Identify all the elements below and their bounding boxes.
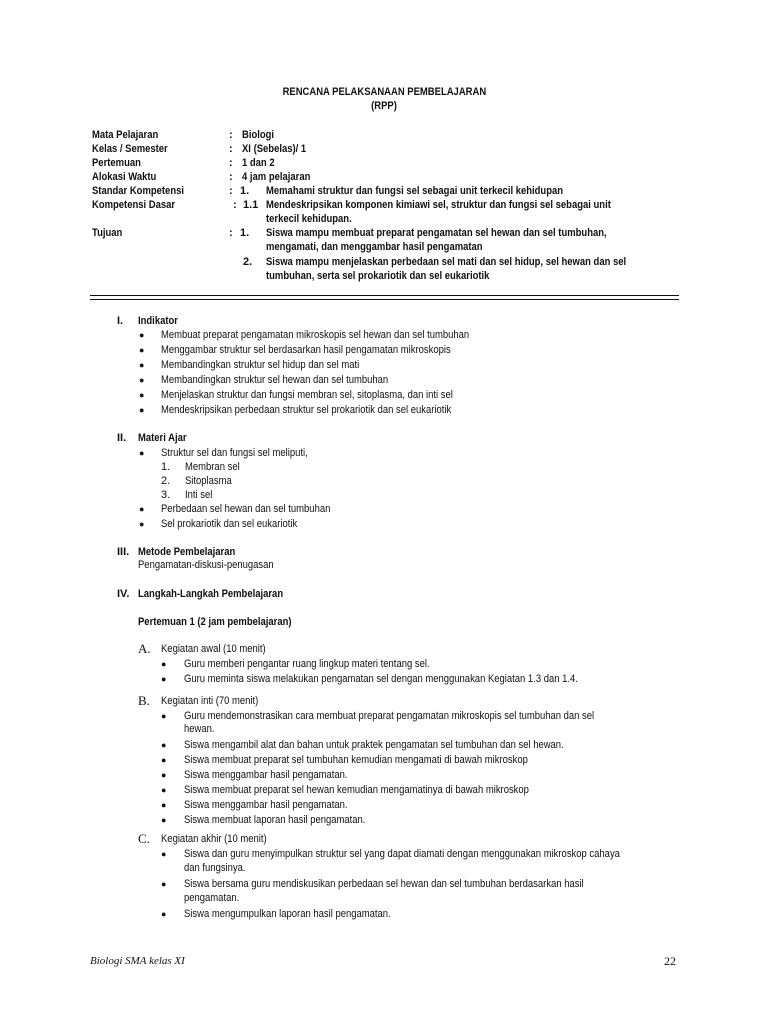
info-value-cont: mengamati, dan menggambar hasil pengamatan bbox=[266, 241, 483, 253]
list-item: Menggambar struktur sel berdasarkan hasil pengamatan mikroskopis bbox=[161, 344, 451, 356]
bullet-icon: ● bbox=[139, 375, 145, 385]
info-label: Alokasi Waktu bbox=[92, 171, 157, 183]
bullet-icon: ● bbox=[139, 405, 145, 415]
step-letter: B. bbox=[138, 693, 150, 708]
bullet-icon: ● bbox=[161, 674, 167, 684]
sub-item: Membran sel bbox=[185, 461, 240, 473]
section-title: Indikator bbox=[138, 315, 178, 327]
info-num: 2. bbox=[243, 256, 253, 268]
bullet-icon: ● bbox=[161, 711, 167, 721]
bullet-icon: ● bbox=[139, 390, 145, 400]
list-item: Membuat preparat pengamatan mikroskopis sel hewan dan sel tumbuhan bbox=[161, 329, 470, 341]
info-sep: : bbox=[229, 227, 233, 239]
page-number: 22 bbox=[664, 954, 676, 968]
meeting-heading: Pertemuan 1 (2 jam pembelajaran) bbox=[138, 616, 292, 628]
list-item-cont: dan fungsinya. bbox=[184, 862, 246, 874]
list-item-cont: pengamatan. bbox=[184, 892, 240, 904]
info-label: Mata Pelajaran bbox=[92, 129, 159, 141]
bullet-icon: ● bbox=[161, 815, 167, 825]
info-value: 4 jam pelajaran bbox=[242, 171, 311, 183]
info-sep: : bbox=[229, 143, 233, 155]
list-item: Guru meminta siswa melakukan pengamatan sel dengan menggunakan Kegiatan 1.3 dan 1.4. bbox=[184, 673, 578, 685]
bullet-icon: ● bbox=[161, 740, 167, 750]
info-sep: : bbox=[229, 185, 233, 197]
list-item: Sel prokariotik dan sel eukariotik bbox=[161, 518, 298, 530]
section-number: IV. bbox=[117, 588, 130, 600]
info-value: Siswa mampu menjelaskan perbedaan sel mati dan sel hidup, sel hewan dan sel bbox=[266, 256, 627, 268]
document-title: RENCANA PELAKSANAAN PEMBELAJARAN bbox=[282, 86, 486, 98]
info-value: 1 dan 2 bbox=[242, 157, 275, 169]
bullet-icon: ● bbox=[161, 909, 167, 919]
list-item: Guru memberi pengantar ruang lingkup materi tentang sel. bbox=[184, 658, 430, 670]
info-value: Siswa mampu membuat preparat pengamatan sel hewan dan sel tumbuhan, bbox=[266, 227, 607, 239]
sub-number: 2. bbox=[161, 475, 171, 487]
sub-item: Inti sel bbox=[185, 489, 213, 501]
info-label: Standar Kompetensi bbox=[92, 185, 184, 197]
list-item: Siswa menggambar hasil pengamatan. bbox=[184, 769, 348, 781]
section-text: Pengamatan-diskusi-penugasan bbox=[138, 559, 274, 571]
list-item: Siswa membuat preparat sel tumbuhan kemudian mengamati di bawah mikroskop bbox=[184, 754, 528, 766]
list-item: Menjelaskan struktur dan fungsi membran sel, sitoplasma, dan inti sel bbox=[161, 389, 453, 401]
list-item: Siswa bersama guru mendiskusikan perbedaan sel hewan dan sel tumbuhan berdasarkan hasil bbox=[184, 878, 584, 890]
info-label: Kompetensi Dasar bbox=[92, 199, 176, 211]
divider-line bbox=[90, 295, 679, 296]
info-num: 1.1 bbox=[243, 199, 259, 211]
list-item: Membandingkan struktur sel hidup dan sel mati bbox=[161, 359, 360, 371]
list-item: Siswa membuat laporan hasil pengamatan. bbox=[184, 814, 366, 826]
list-item: Membandingkan struktur sel hewan dan sel tumbuhan bbox=[161, 374, 389, 386]
bullet-icon: ● bbox=[161, 800, 167, 810]
info-num: 1. bbox=[240, 185, 250, 197]
list-item: Siswa dan guru menyimpulkan struktur sel yang dapat diamati dengan menggunakan mikroskop cahaya bbox=[184, 848, 620, 860]
bullet-icon: ● bbox=[161, 879, 167, 889]
list-item: Perbedaan sel hewan dan sel tumbuhan bbox=[161, 503, 331, 515]
info-sep: : bbox=[229, 129, 233, 141]
info-value: Mendeskripsikan komponen kimiawi sel, struktur dan fungsi sel sebagai unit bbox=[266, 199, 611, 211]
sub-item: Sitoplasma bbox=[185, 475, 232, 487]
info-value-cont: tumbuhan, serta sel prokariotik dan sel eukariotik bbox=[266, 270, 490, 282]
list-item: Mendeskripsikan perbedaan struktur sel prokariotik dan sel eukariotik bbox=[161, 404, 452, 416]
bullet-icon: ● bbox=[139, 448, 145, 458]
list-item: Siswa menggambar hasil pengamatan. bbox=[184, 799, 348, 811]
list-item: Siswa mengambil alat dan bahan untuk praktek pengamatan sel tumbuhan dan sel hewan. bbox=[184, 739, 564, 751]
bullet-icon: ● bbox=[161, 755, 167, 765]
list-item: Guru mendemonstrasikan cara membuat preparat pengamatan mikroskopis sel tumbuhan dan sel bbox=[184, 710, 595, 722]
section-title: Metode Pembelajaran bbox=[138, 546, 236, 558]
bullet-icon: ● bbox=[139, 330, 145, 340]
bullet-icon: ● bbox=[161, 659, 167, 669]
info-value: XI (Sebelas)/ 1 bbox=[242, 143, 307, 155]
document-subtitle: (RPP) bbox=[371, 100, 397, 112]
step-title: Kegiatan inti (70 menit) bbox=[161, 695, 259, 707]
info-value: Biologi bbox=[242, 129, 275, 141]
info-label: Pertemuan bbox=[92, 157, 141, 169]
bullet-icon: ● bbox=[161, 770, 167, 780]
step-letter: C. bbox=[138, 831, 150, 846]
list-item: Struktur sel dan fungsi sel meliputi, bbox=[161, 447, 308, 459]
sub-number: 3. bbox=[161, 489, 171, 501]
info-num: 1. bbox=[240, 227, 250, 239]
bullet-icon: ● bbox=[161, 785, 167, 795]
list-item: Siswa membuat preparat sel hewan kemudian mengamatinya di bawah mikroskop bbox=[184, 784, 529, 796]
section-title: Materi Ajar bbox=[138, 432, 187, 444]
info-sep: : bbox=[229, 171, 233, 183]
bullet-icon: ● bbox=[161, 849, 167, 859]
info-sep: : bbox=[233, 199, 237, 211]
step-letter: A. bbox=[138, 641, 151, 656]
section-number: I. bbox=[117, 315, 124, 327]
bullet-icon: ● bbox=[139, 519, 145, 529]
list-item-cont: hewan. bbox=[184, 723, 215, 735]
info-value: Memahami struktur dan fungsi sel sebagai unit terkecil kehidupan bbox=[266, 185, 564, 197]
divider-line bbox=[90, 299, 679, 300]
info-label: Kelas / Semester bbox=[92, 143, 168, 155]
section-number: III. bbox=[117, 546, 130, 558]
info-sep: : bbox=[229, 157, 233, 169]
step-title: Kegiatan akhir (10 menit) bbox=[161, 833, 267, 845]
bullet-icon: ● bbox=[139, 360, 145, 370]
info-label: Tujuan bbox=[92, 227, 123, 239]
info-value-cont: terkecil kehidupan. bbox=[266, 213, 352, 225]
section-number: II. bbox=[117, 432, 127, 444]
sub-number: 1. bbox=[161, 461, 171, 473]
footer-text: Biologi SMA kelas XI bbox=[90, 955, 185, 967]
list-item: Siswa mengumpulkan laporan hasil pengamatan. bbox=[184, 908, 391, 920]
step-title: Kegiatan awal (10 menit) bbox=[161, 643, 266, 655]
section-title: Langkah-Langkah Pembelajaran bbox=[138, 588, 284, 600]
bullet-icon: ● bbox=[139, 504, 145, 514]
bullet-icon: ● bbox=[139, 345, 145, 355]
